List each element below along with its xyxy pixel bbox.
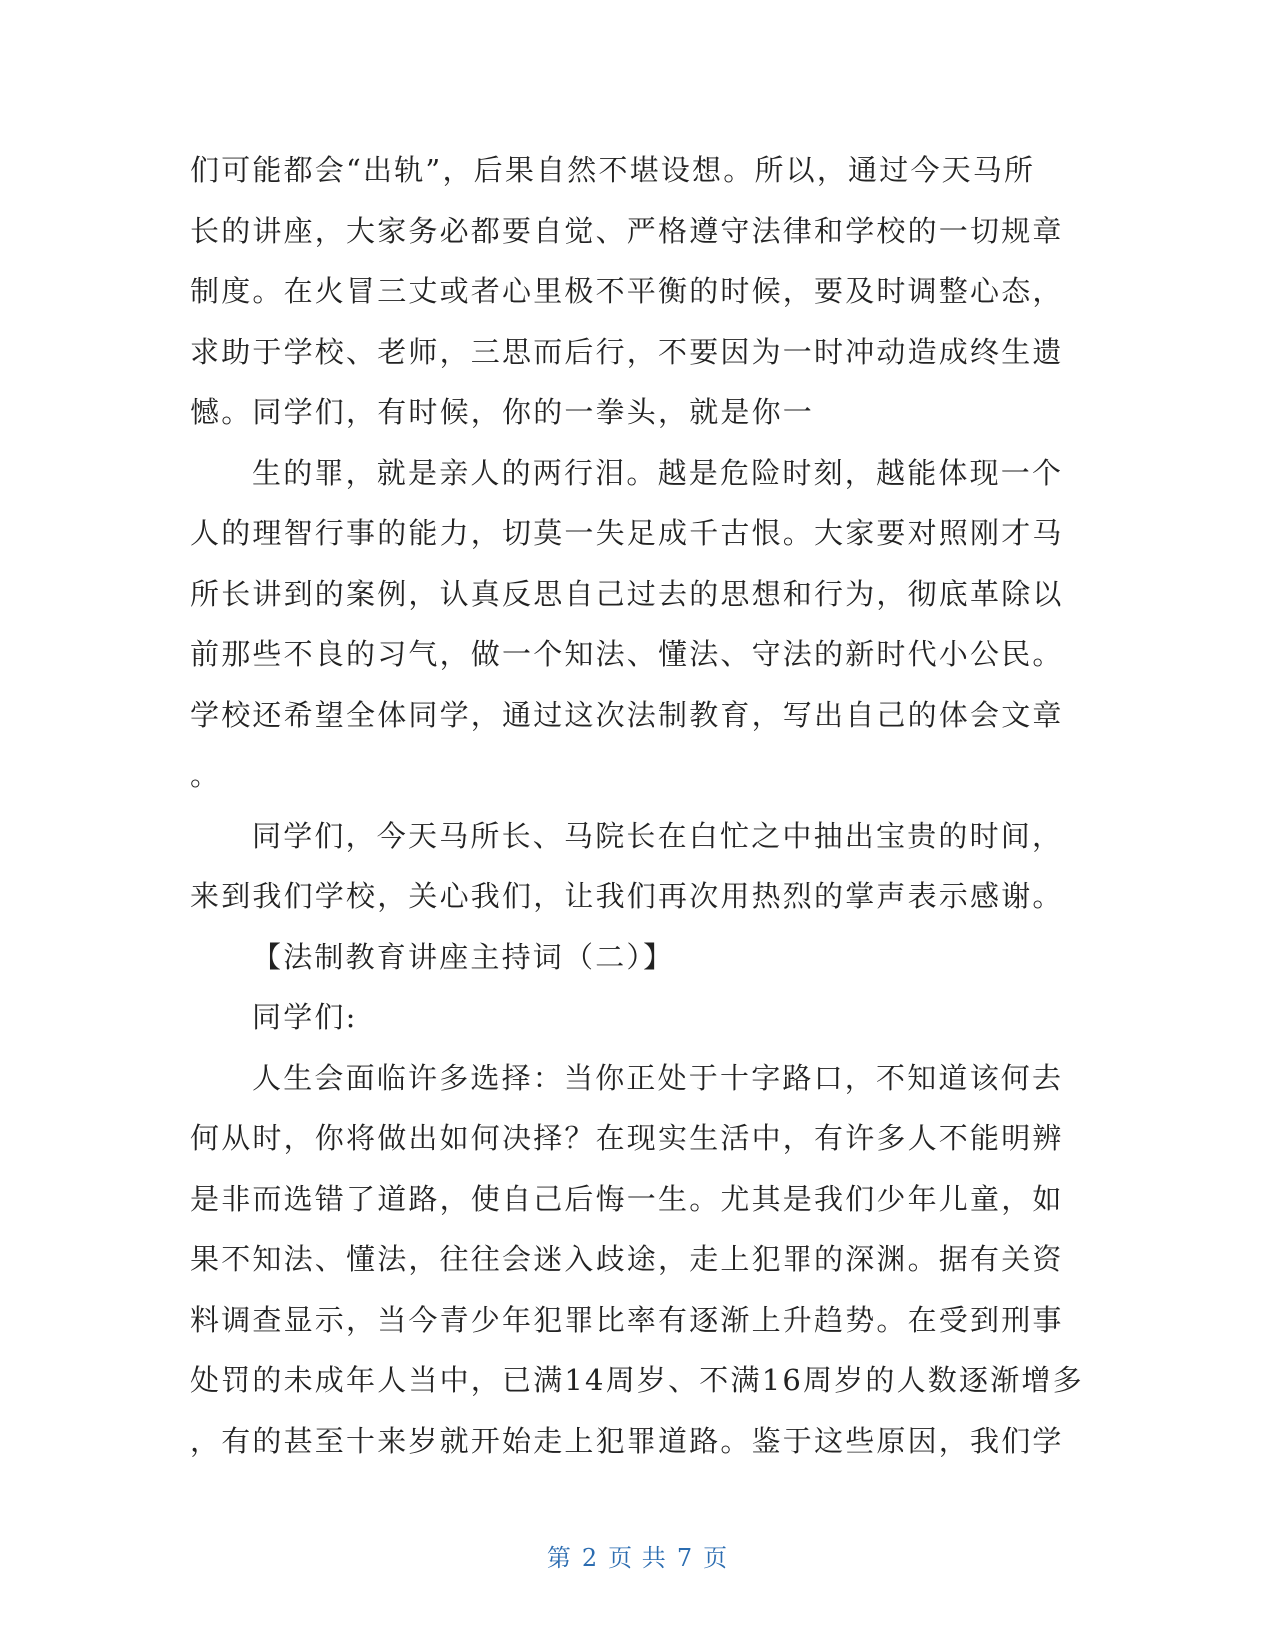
- text-line: 生的罪，就是亲人的两行泪。越是危险时刻，越能体现一个: [252, 455, 1064, 490]
- document-body: [190, 140, 1084, 1471]
- section-heading: 【法制教育讲座主持词（二）】: [252, 939, 675, 974]
- text-line: 来到我们学校，关心我们，让我们再次用热烈的掌声表示感谢。: [190, 879, 1064, 913]
- text-line: 学校还希望全体同学，通过这次法制教育，写出自己的体会文章: [190, 697, 1064, 732]
- current-page-number: 2: [581, 1544, 599, 1572]
- text-line: 同学们，今天马所长、马院长在白忙之中抽出宝贵的时间，: [252, 818, 1064, 853]
- text-line: 人的理智行事的能力，切莫一失足成千古恨。大家要对照刚才马: [190, 516, 1064, 550]
- text-line: 所长讲到的案例，认真反思自己过去的思想和行为，彻底革除以: [190, 576, 1064, 611]
- salutation: 同学们:: [252, 1000, 358, 1034]
- page-label-suffix: 页: [703, 1544, 729, 1572]
- text-line: 果不知法、懂法，往往会迷入歧途，走上犯罪的深渊。据有关资: [190, 1242, 1064, 1276]
- text-line: 们可能都会“出轨”，后果自然不堪设想。所以，通过今天马所: [190, 153, 1036, 187]
- page-footer: [0, 1538, 1275, 1573]
- text-line: 憾。同学们，有时候，你的一拳头，就是你一: [190, 395, 815, 429]
- text-line: 处罚的未成年人当中，已满14周岁、不满16周岁的人数逐渐增多: [190, 1363, 1084, 1397]
- text-line: 求助于学校、老师，三思而后行，不要因为一时冲动造成终生遗: [190, 334, 1064, 369]
- text-line: 何从时，你将做出如何决择？在现实生活中，有许多人不能明辨: [190, 1121, 1064, 1155]
- page-label-prefix: 第: [546, 1544, 572, 1572]
- text-line: 制度。在火冒三丈或者心里极不平衡的时候，要及时调整心态，: [190, 274, 1064, 308]
- page-label-mid: 页 共: [608, 1544, 667, 1572]
- text-line: ，有的甚至十来岁就开始走上犯罪道路。鉴于这些原因，我们学: [190, 1423, 1064, 1458]
- text-line: 。: [190, 758, 222, 792]
- total-pages-number: 7: [676, 1544, 694, 1572]
- text-line: 是非而选错了道路，使自己后悔一生。尤其是我们少年儿童，如: [190, 1181, 1064, 1216]
- text-line: 人生会面临许多选择：当你正处于十字路口，不知道该何去: [252, 1060, 1064, 1095]
- text-line: 前那些不良的习气，做一个知法、懂法、守法的新时代小公民。: [190, 637, 1064, 671]
- text-line: 长的讲座，大家务必都要自觉、严格遵守法律和学校的一切规章: [190, 213, 1064, 248]
- text-line: 料调查显示，当今青少年犯罪比率有逐渐上升趋势。在受到刑事: [190, 1302, 1064, 1337]
